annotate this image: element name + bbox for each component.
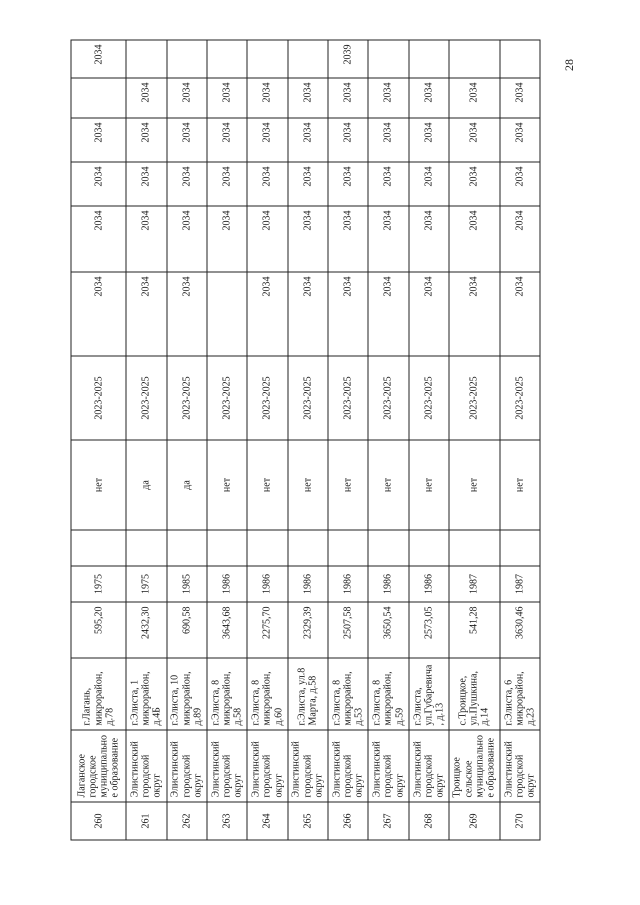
cell-empty [71, 530, 126, 566]
cell-area: 2573,05 [409, 602, 449, 658]
housing-registry-table [71, 40, 541, 841]
cell-year-5 [71, 78, 126, 118]
cell-number: 268 [409, 802, 449, 840]
cell-year-6 [207, 40, 247, 78]
table-row [409, 40, 449, 840]
cell-address: г.Элиста, 6 микрорайон, д.23 [500, 658, 540, 730]
cell-area: 595,20 [71, 602, 126, 658]
cell-empty [167, 530, 207, 566]
cell-year-4: 2034 [368, 118, 408, 162]
cell-municipality: Элистинский городской округ [500, 730, 540, 802]
cell-flag: нет [328, 440, 368, 530]
cell-year-6 [368, 40, 408, 78]
cell-year: 1986 [409, 566, 449, 602]
cell-year: 1986 [247, 566, 287, 602]
cell-number: 263 [207, 802, 247, 840]
cell-flag: нет [368, 440, 408, 530]
cell-flag: нет [247, 440, 287, 530]
cell-period: 2023-2025 [126, 356, 166, 440]
cell-address: г.Элиста, ул.Губаревича, д.13 [409, 658, 449, 730]
cell-period: 2023-2025 [409, 356, 449, 440]
cell-municipality: Элистинский городской округ [247, 730, 287, 802]
cell-year-5: 2034 [449, 78, 500, 118]
cell-year-1: 2034 [288, 272, 328, 356]
cell-number: 270 [500, 802, 540, 840]
cell-area: 690,58 [167, 602, 207, 658]
cell-period: 2023-2025 [368, 356, 408, 440]
table-row [328, 40, 368, 840]
cell-address: г.Элиста, 8 микрорайон, д.53 [328, 658, 368, 730]
cell-period: 2023-2025 [500, 356, 540, 440]
cell-year-1: 2034 [328, 272, 368, 356]
cell-year-4: 2034 [328, 118, 368, 162]
cell-year-4: 2034 [288, 118, 328, 162]
cell-empty [368, 530, 408, 566]
cell-empty [126, 530, 166, 566]
cell-year-4: 2034 [71, 118, 126, 162]
cell-year-3: 2034 [449, 162, 500, 206]
cell-year-6 [247, 40, 287, 78]
cell-empty [500, 530, 540, 566]
cell-year-1: 2034 [409, 272, 449, 356]
cell-year-2: 2034 [207, 206, 247, 272]
cell-year-2: 2034 [126, 206, 166, 272]
cell-year: 1987 [449, 566, 500, 602]
cell-area: 2275,70 [247, 602, 287, 658]
cell-municipality: Элистинский городской округ [167, 730, 207, 802]
cell-area: 2432,30 [126, 602, 166, 658]
cell-empty [207, 530, 247, 566]
cell-year-2: 2034 [368, 206, 408, 272]
cell-address: г.Элиста, 10 микрорайон, д.89 [167, 658, 207, 730]
cell-period: 2023-2025 [247, 356, 287, 440]
cell-year-2: 2034 [409, 206, 449, 272]
cell-year-2: 2034 [247, 206, 287, 272]
cell-empty [328, 530, 368, 566]
page-number: 28 [561, 59, 576, 71]
cell-municipality: Элистинский городской округ [207, 730, 247, 802]
cell-year-3: 2034 [126, 162, 166, 206]
cell-year-5: 2034 [368, 78, 408, 118]
cell-year-5: 2034 [288, 78, 328, 118]
cell-number: 265 [288, 802, 328, 840]
cell-number: 262 [167, 802, 207, 840]
cell-period: 2023-2025 [167, 356, 207, 440]
cell-period: 2023-2025 [207, 356, 247, 440]
cell-year-5: 2034 [247, 78, 287, 118]
cell-address: г.Элиста, 8 микрорайон, д.59 [368, 658, 408, 730]
cell-municipality: Лаганское городское муниципальное образование [71, 730, 126, 802]
cell-year: 1986 [288, 566, 328, 602]
cell-municipality: Элистинский городской округ [409, 730, 449, 802]
cell-year-1: 2034 [71, 272, 126, 356]
cell-address: г.Элиста, 8 микрорайон, д.58 [207, 658, 247, 730]
cell-number: 267 [368, 802, 408, 840]
cell-year-6 [409, 40, 449, 78]
cell-municipality: Элистинский городской округ [368, 730, 408, 802]
cell-empty [449, 530, 500, 566]
cell-year-3: 2034 [500, 162, 540, 206]
cell-municipality: Элистинский городской округ [126, 730, 166, 802]
cell-year: 1986 [368, 566, 408, 602]
table-container [70, 40, 540, 840]
cell-year-1: 2034 [449, 272, 500, 356]
cell-empty [409, 530, 449, 566]
cell-flag: да [126, 440, 166, 530]
cell-area: 3643,68 [207, 602, 247, 658]
cell-flag: нет [71, 440, 126, 530]
cell-year-3: 2034 [167, 162, 207, 206]
cell-year-4: 2034 [449, 118, 500, 162]
cell-year: 1985 [167, 566, 207, 602]
cell-flag: да [167, 440, 207, 530]
cell-address: г.Элиста, 8 микрорайон, д.60 [247, 658, 287, 730]
cell-year-3: 2034 [207, 162, 247, 206]
cell-municipality: Элистинский городской округ [328, 730, 368, 802]
cell-flag: нет [500, 440, 540, 530]
table-row [167, 40, 207, 840]
cell-flag: нет [409, 440, 449, 530]
cell-year-5: 2034 [328, 78, 368, 118]
cell-year-5: 2034 [409, 78, 449, 118]
cell-area: 2507,58 [328, 602, 368, 658]
cell-year-3: 2034 [288, 162, 328, 206]
cell-address: г.Элиста, 1 микрорайон, д.4Б [126, 658, 166, 730]
cell-year-5: 2034 [500, 78, 540, 118]
cell-municipality: Элистинский городской округ [288, 730, 328, 802]
cell-year-3: 2034 [71, 162, 126, 206]
table-row [368, 40, 408, 840]
cell-number: 264 [247, 802, 287, 840]
cell-year-5: 2034 [207, 78, 247, 118]
cell-year-4: 2034 [167, 118, 207, 162]
cell-address: с.Троицкое, ул.Пушкина, д.14 [449, 658, 500, 730]
table-row [247, 40, 287, 840]
cell-year: 1975 [126, 566, 166, 602]
cell-year-3: 2034 [409, 162, 449, 206]
cell-empty [288, 530, 328, 566]
cell-area: 3630,46 [500, 602, 540, 658]
cell-period: 2023-2025 [449, 356, 500, 440]
cell-year-1: 2034 [126, 272, 166, 356]
cell-year-3: 2034 [368, 162, 408, 206]
cell-year-1: 2034 [500, 272, 540, 356]
table-row [449, 40, 500, 840]
cell-year-4: 2034 [500, 118, 540, 162]
cell-number: 266 [328, 802, 368, 840]
cell-flag: нет [449, 440, 500, 530]
cell-year-2: 2034 [449, 206, 500, 272]
cell-year-6 [449, 40, 500, 78]
cell-address: г.Элиста, ул.8 Марта, д.58 [288, 658, 328, 730]
cell-year-4: 2034 [126, 118, 166, 162]
table-row [500, 40, 540, 840]
cell-number: 260 [71, 802, 126, 840]
cell-flag: нет [207, 440, 247, 530]
cell-year-5: 2034 [126, 78, 166, 118]
cell-year-6 [167, 40, 207, 78]
cell-empty [247, 530, 287, 566]
cell-year-6 [500, 40, 540, 78]
cell-year-4: 2034 [247, 118, 287, 162]
table-row [71, 40, 126, 840]
cell-number: 269 [449, 802, 500, 840]
cell-year: 1986 [328, 566, 368, 602]
cell-year-2: 2034 [71, 206, 126, 272]
cell-year-3: 2034 [328, 162, 368, 206]
cell-year-6: 2039 [328, 40, 368, 78]
cell-year: 1975 [71, 566, 126, 602]
cell-year-6 [126, 40, 166, 78]
cell-number: 261 [126, 802, 166, 840]
cell-year-1: 2034 [247, 272, 287, 356]
cell-municipality: Троицкое сельское муниципальное образование [449, 730, 500, 802]
cell-period: 2023-2025 [288, 356, 328, 440]
table-row [126, 40, 166, 840]
table-row [288, 40, 328, 840]
cell-area: 2329,39 [288, 602, 328, 658]
cell-year-6 [288, 40, 328, 78]
cell-flag: нет [288, 440, 328, 530]
cell-year-1: 2034 [167, 272, 207, 356]
cell-year-3: 2034 [247, 162, 287, 206]
table-row [207, 40, 247, 840]
cell-year-1 [207, 272, 247, 356]
cell-year-4: 2034 [409, 118, 449, 162]
cell-year-2: 2034 [167, 206, 207, 272]
cell-year: 1986 [207, 566, 247, 602]
cell-year-5: 2034 [167, 78, 207, 118]
table-body [71, 40, 540, 840]
cell-period: 2023-2025 [328, 356, 368, 440]
cell-year-6: 2034 [71, 40, 126, 78]
cell-area: 3650,54 [368, 602, 408, 658]
cell-area: 541,28 [449, 602, 500, 658]
cell-year: 1987 [500, 566, 540, 602]
cell-year-1: 2034 [368, 272, 408, 356]
cell-period: 2023-2025 [71, 356, 126, 440]
cell-address: г.Лагань, микрорайон, д.78 [71, 658, 126, 730]
cell-year-2: 2034 [288, 206, 328, 272]
cell-year-2: 2034 [328, 206, 368, 272]
cell-year-2: 2034 [500, 206, 540, 272]
cell-year-4: 2034 [207, 118, 247, 162]
